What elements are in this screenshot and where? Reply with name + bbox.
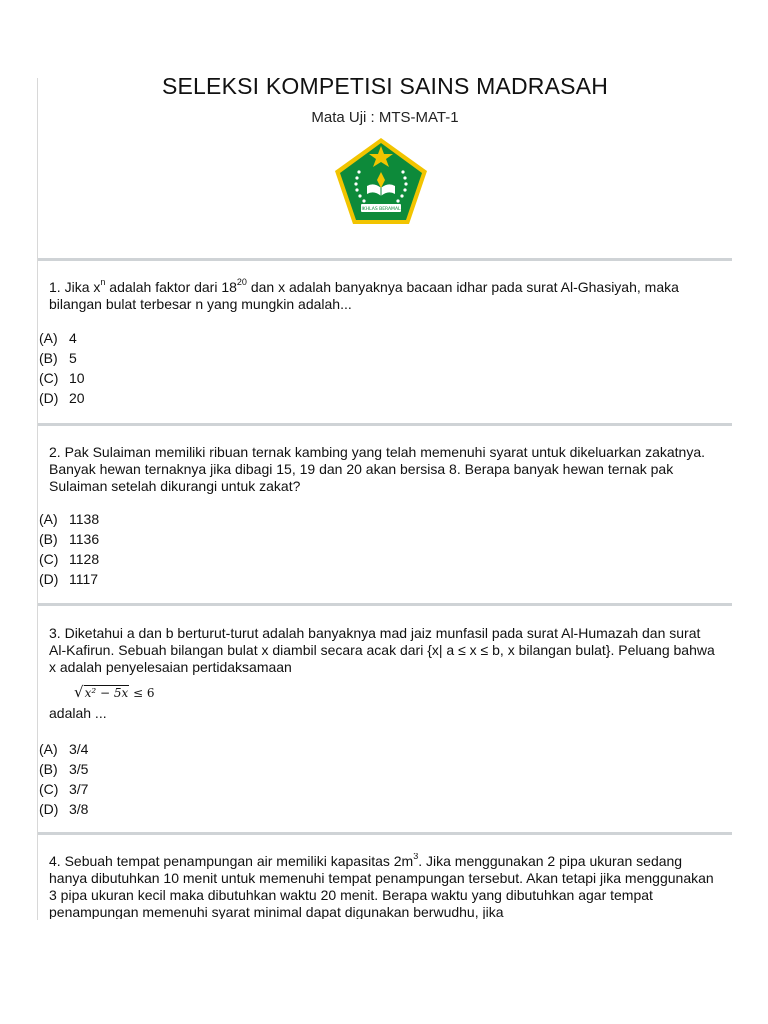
- option-c[interactable]: (C) 10: [39, 370, 85, 386]
- inequality-formula: √x² − 5x ≤ 6: [74, 683, 155, 701]
- question-1-options: [39, 328, 85, 408]
- option-a[interactable]: (A) 4: [39, 330, 77, 346]
- logo-motto: IKHLAS BERAMAL: [361, 207, 401, 212]
- question-3-suffix: adalah ...: [49, 705, 107, 721]
- question-2-text: 2. Pak Sulaiman memiliki ribuan ternak kambing yang telah memenuhi syarat untuk dikeluarkan zakatnya. Banyak hewan ternaknya jika dibagi 15, 19 dan 20 akan bersisa 8. Berapa banyak hewan ternak pak Sulaiman setelah dikurangi untuk zakat?: [49, 444, 706, 494]
- option-d[interactable]: (D) 1117: [39, 571, 99, 587]
- option-b[interactable]: (B) 3/5: [39, 761, 89, 777]
- option-c[interactable]: (C) 1128: [39, 551, 100, 567]
- option-d[interactable]: (D) 3/8: [39, 801, 89, 817]
- exam-subject: Mata Uji : MTS-MAT-1: [311, 109, 459, 126]
- option-a[interactable]: (A) 3/4: [39, 741, 89, 757]
- question-3-text: 3. Diketahui a dan b berturut-turut adalah banyaknya mad jaiz munfasil pada surat Al-Humazah dan surat Al-Kafirun. Sebuah bilangan bulat x diambil secara acak dari {x| a ≤ x ≤ b, x bilangan bulat}. Peluang bahwa x adalah penyelesaian pertidaksamaan: [49, 625, 715, 675]
- question-2-options: [39, 509, 99, 589]
- page-left-border: [37, 78, 38, 920]
- option-a[interactable]: (A) 1138: [39, 511, 100, 527]
- page-title: SELEKSI KOMPETISI SAINS MADRASAH: [161, 73, 609, 99]
- section-divider: [38, 423, 732, 426]
- question-4-text: 4. Sebuah tempat penampungan air memiliki kapasitas $2m^3$. Jika menggunakan 2 pipa ukuran sedang hanya dibutuhkan 10 menit untuk memenuhi tempat penampungan tersebut. Akan tetapi jika menggunakan 3 pipa ukuran kecil maka dibutuhkan waktu 20 menit. Berapa waktu yang dibutuhkan agar tempat penampungan memenuhi syarat minimal dapat digunakan berwudhu, jika: [49, 853, 714, 919]
- option-d[interactable]: (D) 20: [39, 390, 85, 406]
- question-3-options: [39, 739, 88, 819]
- option-b[interactable]: (B) 5: [39, 350, 77, 366]
- section-divider: [38, 832, 732, 835]
- option-b[interactable]: (B) 1136: [39, 531, 100, 547]
- section-divider: [38, 603, 732, 606]
- option-c[interactable]: (C) 3/7: [39, 781, 89, 797]
- section-divider: [38, 258, 732, 261]
- question-1-text: 1. Jika $x^n$ adalah faktor dari $18^{20}$ dan x adalah banyaknya bacaan idhar pada surat Al-Ghasiyah, maka bilangan bulat terbesar n yang mungkin adalah...: [49, 277, 679, 312]
- kemenag-logo: [333, 136, 429, 226]
